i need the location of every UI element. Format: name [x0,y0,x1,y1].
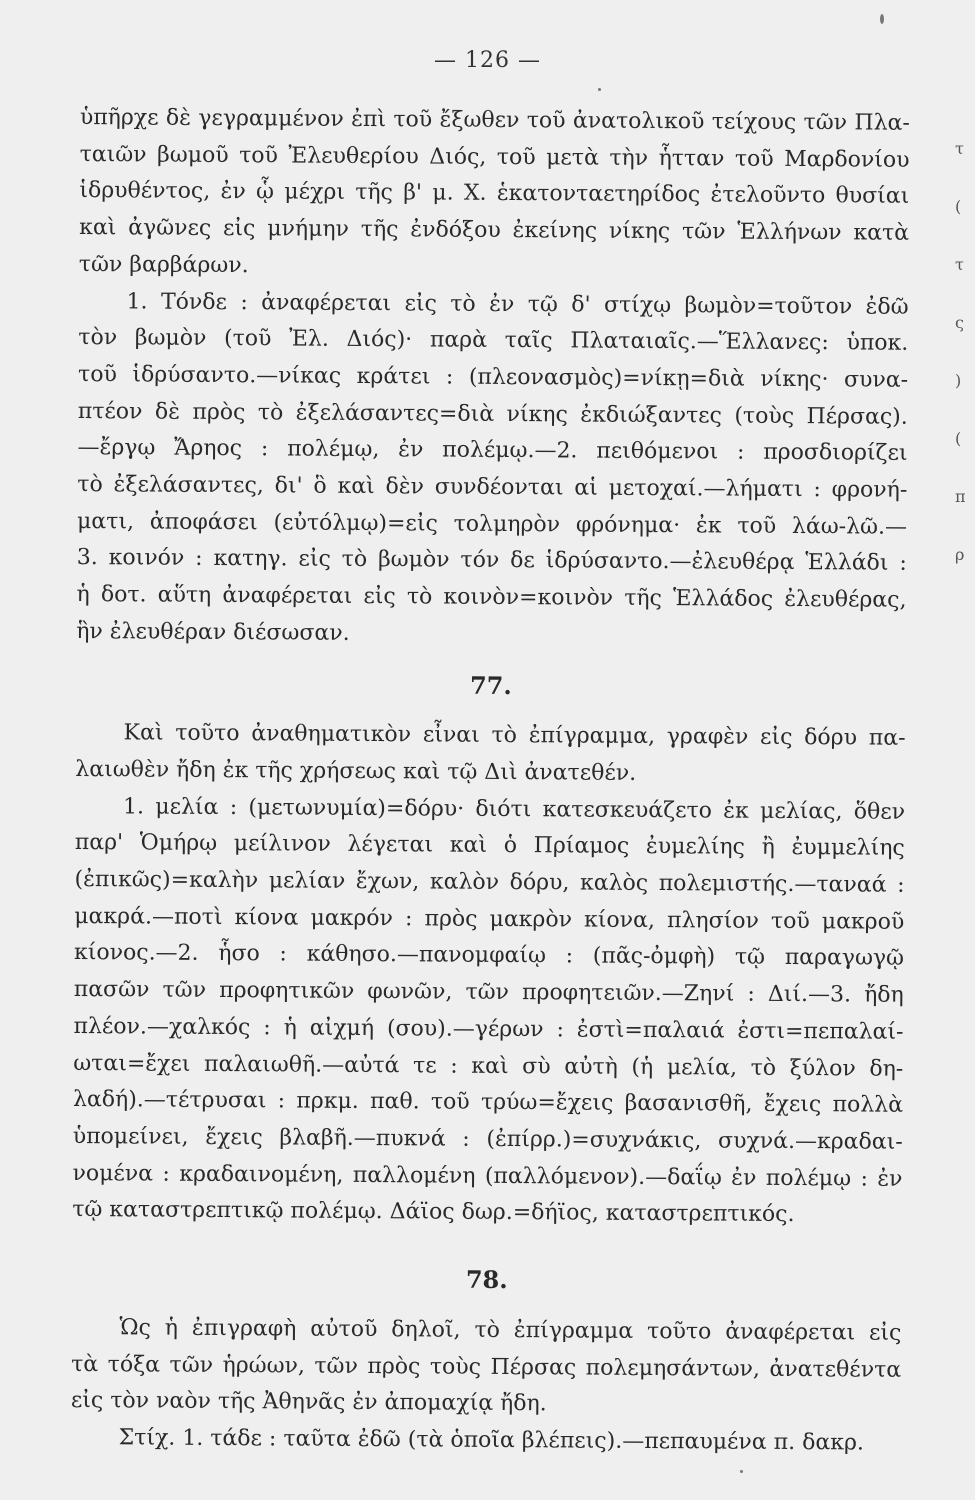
text-line: πτέον δὲ πρὸς τὸ ἐξελάσαντες=διὰ νίκης ἐκδιώξαντες (τοὺς Πέρσας). [77,398,908,430]
margin-fragment: ς [955,313,964,332]
text-line: ὑπομείνει, ἔχεις βλαβῆ.—πυκνά : (ἐπίρρ.)=συχνάκις, συχνά.—κραδαι- [72,1123,903,1155]
text-line: πλέον.—χαλκός : ἡ αἰχμή (σου).—γέρων : ἐστὶ=παλαιά ἐστι=πεπαλαί- [73,1013,904,1045]
section-78 [71,1310,902,1463]
margin-fragment: π [955,487,966,506]
text-line: Καὶ τοῦτο ἀναθηματικὸν εἶναι τὸ ἐπίγραμμα, γραφὲν εἰς δόρυ πα- [123,720,906,752]
right-margin-fragments [955,120,969,584]
margin-fragment: ( [955,197,962,216]
text-line: κίονος.—2. ἧσο : κάθησο.—πανομφαίῳ : (πᾶς-ὀμφὴ) τῷ παραγωγῷ [73,940,905,972]
margin-fragment: τ [955,255,964,274]
text-line: Στίχ. 1. τάδε : ταῦτα ἐδῶ (τὰ ὁποῖα βλέπεις).—πεπαυμένα π. δακρ. [118,1425,865,1456]
text-line: Ὡς ἡ ἐπιγραφὴ αὐτοῦ δηλοῖ, τὸ ἐπίγραμμα τοῦτο ἀναφέρεται εἰς [119,1315,902,1346]
text-line: λαιωθὲν ἤδη ἐκ τῆς χρήσεως καὶ τῷ Διὶ ἀνατεθέν. [75,756,637,786]
text-line: ἣν ἐλευθέραν διέσωσαν. [76,618,350,646]
section-77 [72,715,906,1235]
text-line: ἡ δοτ. αὕτη ἀναφέρεται εἰς τὸ κοινὸν=κοινὸν τῆς Ἑλλάδος ἐλευθέρας, [76,582,907,613]
page-body [71,100,910,1462]
text-line: 1. μελία : (μετωνυμία)=δόρυ· διότι κατεσκευάζετο ἐκ μελίας, ὅθεν [122,793,906,825]
margin-fragment: ) [955,371,962,390]
text-line: τῷ καταστρεπτικῷ πολέμῳ. Δάϊος δωρ.=δήϊος, καταστρεπτικός. [72,1197,795,1228]
text-line: νομένα : κραδαινομένη, παλλομένη (παλλόμενον).—δαΐῳ ἐν πολέμῳ : ἐν [72,1160,903,1192]
text-line: (ἐπικῶς)=καλὴν μελίαν ἔχων, καλὸν δόρυ, καλὸς πολεμιστής.—ταναά : [74,867,905,898]
heading-78: 78. [465,1264,508,1295]
section-76 [76,100,910,656]
text-line: παρ' Ὁμήρῳ μείλινον λέγεται καὶ ὁ Πρίαμος ἐυμελίης ἢ ἐυμμελίης [74,830,905,862]
text-line: μακρά.—ποτὶ κίονα μακρόν : πρὸς μακρὸν κίονα, πλησίον τοῦ μακροῦ [74,903,905,935]
text-line: τῶν βαρβάρων. [78,251,249,278]
margin-fragment: ρ [955,545,965,564]
heading-77: 77. [469,670,512,700]
text-line: —ἔργῳ Ἄρηος : πολέμῳ, ἐν πολέμῳ.—2. πειθόμενοι : προσδιορίζει [77,435,908,467]
text-line: 3. κοινόν : κατηγ. εἰς τὸ βωμὸν τόν δε ἱδρύσαντο.—ἐλευθέρᾳ Ἑλλάδι : [76,545,907,577]
text-line: τὸν βωμὸν (τοῦ Ἐλ. Διός)· παρὰ ταῖς Πλαταιαῖς.—Ἕλλανες: ὑποκ. [78,325,909,357]
text-line: ταιῶν βωμοῦ τοῦ Ἐλευθερίου Διός, τοῦ μετὰ τὴν ἧτταν τοῦ Μαρδονίου [79,141,910,173]
margin-fragment: τ [955,139,964,158]
speck [598,88,601,91]
text-line: ματι, ἀποφάσει (εὐτόλμῳ)=εἰς τολμηρὸν φρόνημα· ἐκ τοῦ λάω-λῶ.— [76,508,908,540]
text-line: ωται=ἔχει παλαιωθῆ.—αὐτά τε : καὶ σὺ αὐτὴ (ἡ μελία, τὸ ξύλον δη- [73,1050,904,1082]
text-line: ἱδρυθέντος, ἐν ᾧ μέχρι τῆς β' μ. Χ. ἑκατονταετηρίδος ἐτελοῦντο θυσίαι [79,178,910,210]
text-line: τὸ ἐξελάσαντες, δι' ὃ καὶ δὲν συνδέονται αἱ μετοχαί.—λήματι : φρονή- [77,472,908,503]
text-line: λαδή).—τέτρυσαι : πρκμ. παθ. τοῦ τρύω=ἔχεις βασανισθῆ, ἔχεις πολλὰ [72,1087,904,1119]
page-number: — 126 — [434,48,541,73]
text-line: εἰς τὸν ναὸν τῆς Ἀθηνᾶς ἐν ἀπομαχίᾳ ἤδη. [70,1388,547,1417]
text-line: πασῶν τῶν προφητικῶν φωνῶν, τῶν προφητειῶν.—Ζηνί : Διί.—3. ἤδη [73,977,904,1008]
speck [740,1470,743,1473]
text-line: τοῦ ἱδρύσαντο.—νίκας κράτει : (πλεονασμὸς)=νίκῃ=διὰ νίκης· συνα- [77,361,909,393]
margin-fragment: ( [955,429,962,448]
text-line: 1. Τόνδε : ἀναφέρεται εἰς τὸ ἐν τῷ δ' στίχῳ βωμὸν=τοῦτον ἐδῶ [126,288,909,320]
text-line: τὰ τόξα τῶν ἡρώων, τῶν πρὸς τοὺς Πέρσας πολεμησάντων, ἀνατεθέντα [71,1351,902,1383]
text-line: ὑπῆρχε δὲ γεγραμμένον ἐπὶ τοῦ ἔξωθεν τοῦ ἀνατολικοῦ τείχους τῶν Πλα- [79,104,910,136]
speck [880,14,884,24]
text-line: καὶ ἀγῶνες εἰς μνήμην τῆς ἐνδόξου ἐκείνης νίκης τῶν Ἑλλήνων κατὰ [79,215,910,246]
